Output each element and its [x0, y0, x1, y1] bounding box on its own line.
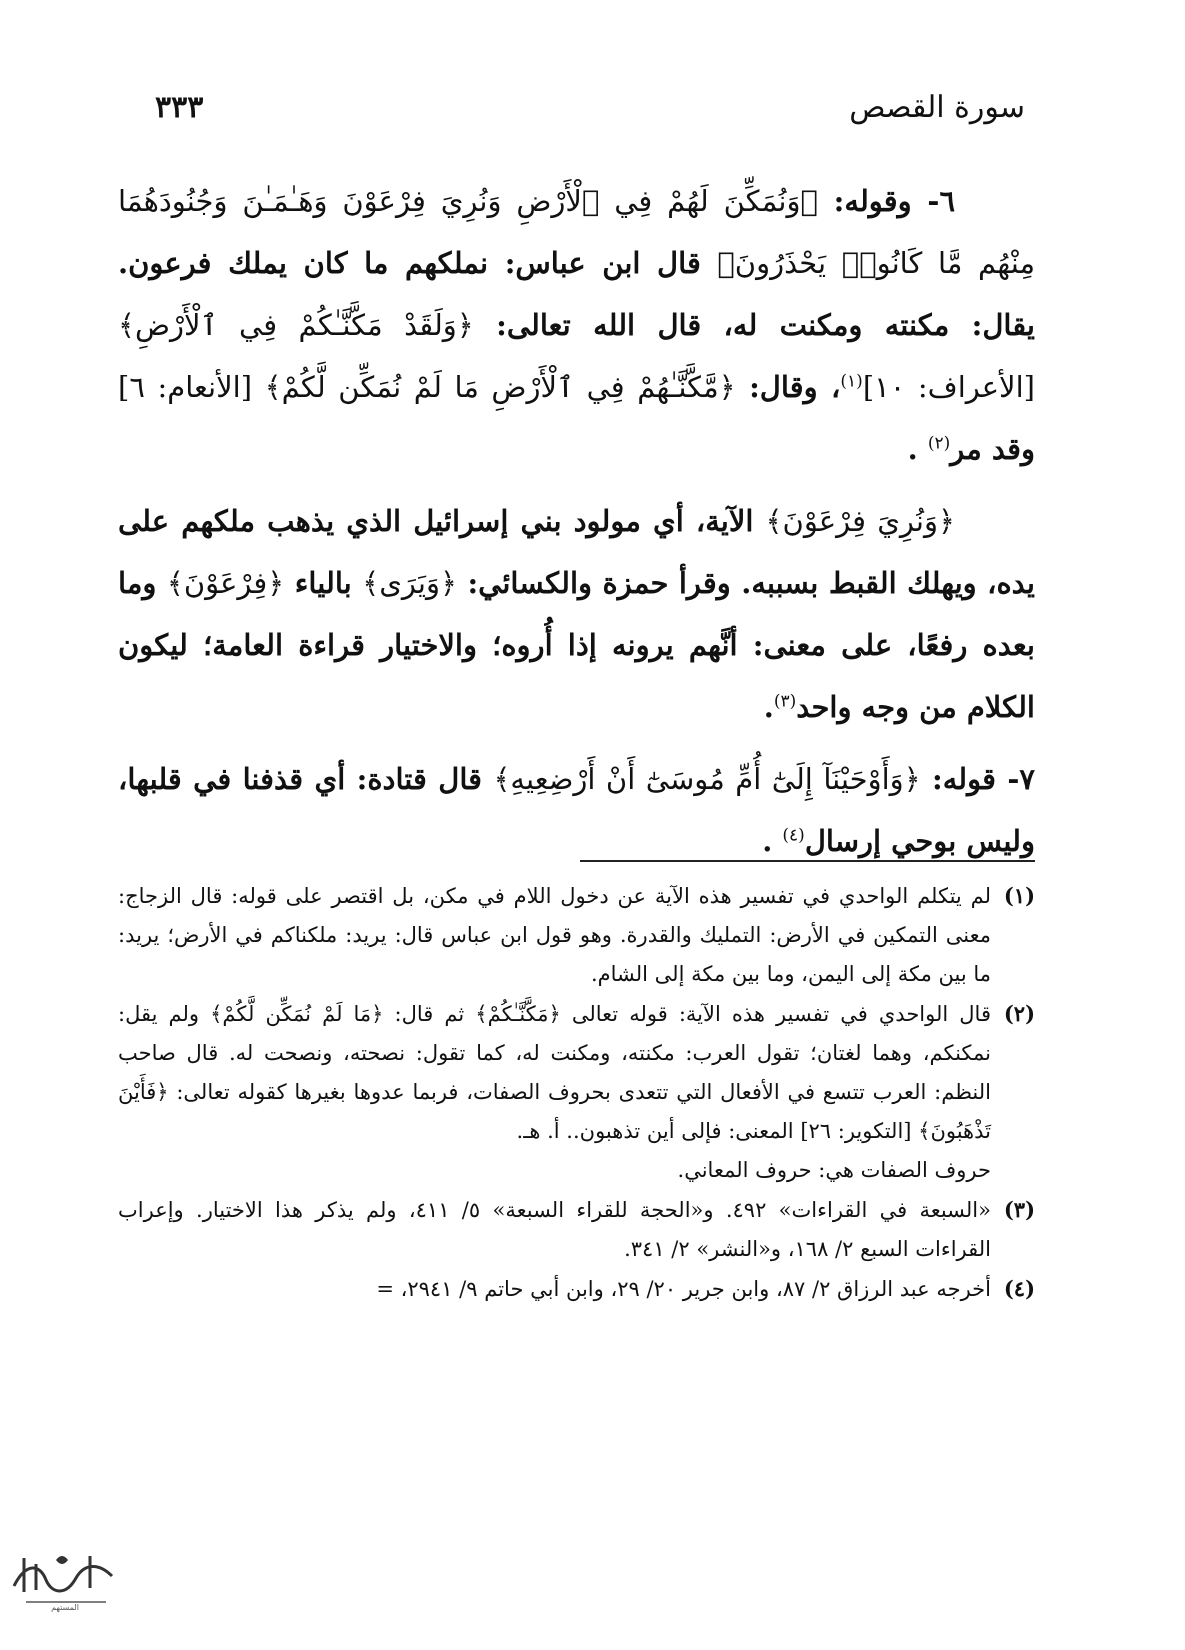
paragraph-text: وما بعده رفعًا، على معنى: أنَّهم يرونه إذا أُروه؛ والاختيار قراءة العامة؛ ليكون الكلام من وجه واحد	[118, 566, 1035, 724]
quran-quote: ﴿مَّكَّنَّـٰهُمْ فِي ٱلْأَرْضِ مَا لَمْ نُمَكِّن لَّكُمْ﴾	[264, 370, 736, 404]
paragraph-verse-7	[118, 748, 1035, 872]
footnote-number: (٢)	[1003, 1001, 1035, 1026]
paragraph-text: وقد مر	[950, 432, 1035, 466]
quran-quote: ﴿فِرْعَوْنَ﴾	[166, 566, 285, 600]
page-number: ٣٣٣	[155, 90, 204, 125]
page-header	[155, 82, 1025, 132]
paragraph-text: .	[762, 824, 783, 858]
surah-reference: [الأعراف: ١٠]	[862, 370, 1035, 404]
paragraph-text: قال ابن عباس: نملكهم ما كان يملك فرعون. يقال: مكنته ومكنت له، قال الله تعالى:	[118, 246, 1035, 342]
quran-quote: ﴿وَأَوْحَيْنَآ إِلَىٰٓ أُمِّ مُوسَىٰٓ أَنْ أَرْضِعِيهِ﴾	[493, 762, 921, 796]
footnote-text: «السبعة في القراءات» ٤٩٢. و«الحجة للقراء السبعة» ٥/ ٤١١، ولم يذكر هذا الاختيار. وإعراب القراءات السبع ٢/ ١٦٨، و«النشر» ٢/ ٣٤١.	[118, 1198, 991, 1261]
logo-text: المستهم	[51, 1603, 79, 1612]
paragraph-text: الآية، أي مولود بني إسرائيل الذي يذهب ملكهم على يده، ويهلك القبط بسببه. وقرأ حمزة والكسائي:	[118, 504, 1035, 600]
quran-quote: ﴿وَنُرِيَ فِرْعَوْنَ﴾	[765, 504, 955, 538]
surah-name: سورة القصص	[849, 90, 1025, 125]
footnote-2	[118, 994, 1035, 1151]
quran-quote: ﴿وَيَرَى﴾	[362, 566, 457, 600]
footnote-marker-4: (٤)	[782, 825, 805, 846]
footnote-marker-2: (٢)	[927, 433, 951, 454]
footnote-1	[118, 876, 1035, 994]
footnote-text: قال الواحدي في تفسير هذه الآية: قوله تعالى ﴿مَكَّنَّـٰكُمْ﴾ ثم قال: ﴿مَا لَمْ نُمَكِّن لَّكُمْ﴾ ولم يقل: نمكنكم، وهما لغتان؛ تقول العرب: مكنته، ومكنت له، كما تقول: نصحته، ونصحت له. قال صاحب النظم: العرب تتسع في الأفعال التي تتعدى بحروف الصفات، فربما عدوها بغيرها كقوله تعالى: ﴿فَأَيْنَ تَذْهَبُونَ﴾ [التكوير: ٢٦] المعنى: فإلى أين تذهبون.. أ. هـ.	[118, 1002, 991, 1143]
footnote-3	[118, 1190, 1035, 1269]
footnote-marker-3: (٣)	[773, 691, 797, 712]
paragraph-commentary	[118, 490, 1035, 738]
footnotes	[118, 876, 1035, 1309]
publisher-logo	[6, 1542, 124, 1614]
verse-number-7: ٧- قوله:	[920, 762, 1035, 796]
footnote-2-addendum: حروف الصفات هي: حروف المعاني.	[677, 1158, 991, 1182]
main-text	[118, 170, 1035, 882]
footnote-number: (١)	[1003, 883, 1035, 908]
paragraph-text: بالياء	[284, 566, 363, 600]
footnote-number: (٤)	[1003, 1276, 1035, 1301]
paragraph-text: ، وقال:	[735, 370, 841, 404]
footnote-number: (٣)	[1003, 1197, 1035, 1222]
verse-number-6: ٦- وقوله:	[817, 184, 956, 218]
quran-quote: ﴿وَلَقَدْ مَكَّنَّـٰكُمْ فِي ٱلْأَرْضِ﴾	[118, 308, 474, 342]
paragraph-text: .	[763, 690, 774, 724]
footnote-4	[118, 1269, 1035, 1309]
quran-quote: ﴿وَنُمَكِّنَ لَهُمْ فِي ٱلْأَرْضِ وَنُرِيَ فِرْعَوْنَ وَهَـٰمَـٰنَ وَجُنُودَهُمَا مِنْهُم مَّا كَانُوا۟ يَحْذَرُونَ﴾	[118, 184, 1035, 280]
paragraph-verse-6	[118, 170, 1035, 480]
paragraph-text: .	[907, 432, 928, 466]
footnote-text: أخرجه عبد الرزاق ٢/ ٨٧، وابن جرير ٢٠/ ٢٩، وابن أبي حاتم ٩/ ٢٩٤١، =	[376, 1277, 991, 1301]
footnote-divider	[580, 860, 1035, 862]
footnote-marker-1: (١)	[840, 371, 863, 392]
footnote-text: لم يتكلم الواحدي في تفسير هذه الآية عن دخول اللام في مكن، بل اقتصر على قوله: قال الزجاج: معنى التمكين في الأرض: التمليك والقدرة. وهو قول ابن عباس قال: يريد: ملكناكم في الأرض؛ يريد: ما بين مكة إلى اليمن، وما بين مكة إلى الشام.	[118, 884, 991, 986]
paragraph-text: قال قتادة: أي قذفنا في قلبها، وليس بوحي إرسال	[118, 762, 1035, 858]
surah-reference: [الأنعام: ٦]	[118, 370, 265, 404]
